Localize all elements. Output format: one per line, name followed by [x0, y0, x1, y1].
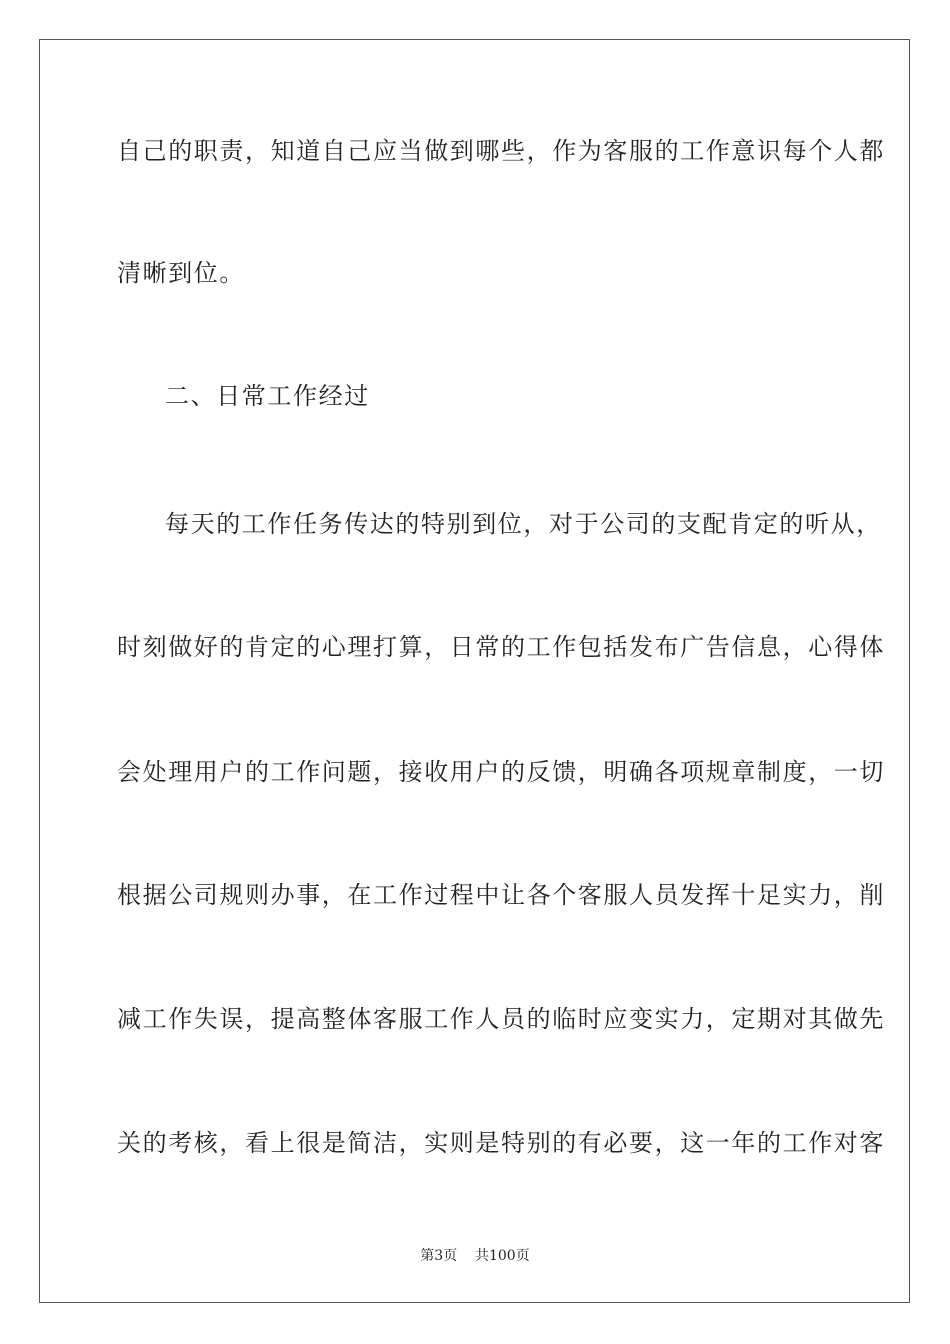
- paragraph-line: 自己的职责，知道自己应当做到哪些，作为客服的工作意识每个人都: [117, 137, 885, 165]
- paragraph-line: 根据公司规则办事，在工作过程中让各个客服人员发挥十足实力，削: [117, 881, 885, 909]
- section-heading: 二、日常工作经过: [165, 382, 370, 410]
- paragraph-line: 每天的工作任务传达的特别到位，对于公司的支配肯定的听从，: [165, 510, 882, 538]
- paragraph-line: 清晰到位。: [117, 259, 245, 287]
- page-number-footer: 第3页 共100页: [420, 1248, 530, 1264]
- paragraph-line: 减工作失误，提高整体客服工作人员的临时应变实力，定期对其做先: [117, 1005, 885, 1033]
- paragraph-line: 会处理用户的工作问题，接收用户的反馈，明确各项规章制度，一切: [117, 758, 885, 786]
- paragraph-line: 时刻做好的肯定的心理打算，日常的工作包括发布广告信息，心得体: [117, 633, 885, 661]
- page-border: [39, 39, 910, 1303]
- paragraph-line: 关的考核，看上很是简洁，实则是特别的有必要，这一年的工作对客: [117, 1129, 885, 1157]
